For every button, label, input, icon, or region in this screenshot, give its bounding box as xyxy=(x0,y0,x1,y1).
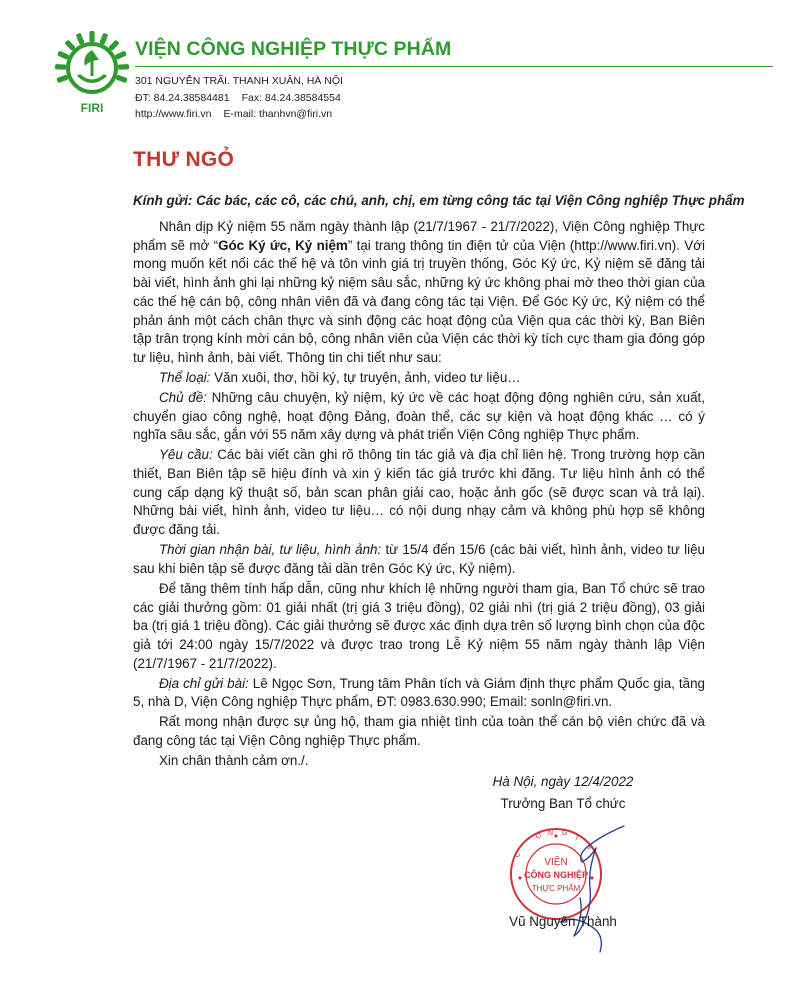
genre-label: Thể loại: xyxy=(159,369,211,385)
svg-text:Y: Y xyxy=(584,844,593,853)
signer-name: Vũ Nguyên Thành xyxy=(509,914,617,929)
time-paragraph: Thời gian nhận bài, tư liệu, hình ảnh: từ 15/4 đến 15/6 (các bài viết, hình ảnh, video tư liệu sau khi biên tập sẽ được đăng tải dần trên Góc Ký ức, Kỷ niệm). xyxy=(133,542,705,576)
letter-title: THƯ NGỎ xyxy=(133,148,235,171)
place-date: Hà Nội, ngày 12/4/2022 xyxy=(492,774,634,789)
org-fax: Fax: 84.24.38584554 xyxy=(241,92,341,104)
letter-body xyxy=(133,218,705,772)
topic-label: Chủ đề: xyxy=(159,389,207,405)
official-stamp-signature xyxy=(500,818,640,968)
org-phone: ĐT: 84.24.38584481 xyxy=(135,92,230,104)
firi-logo xyxy=(52,30,132,116)
org-name: VIỆN CÔNG NGHIỆP THỰC PHẨM xyxy=(135,38,452,60)
stamp-line-1: VIỆN xyxy=(544,857,568,868)
logo-text: FIRI xyxy=(80,101,104,115)
intro-paragraph: Nhân dịp Kỷ niệm 55 năm ngày thành lập (21/7/1967 - 21/7/2022), Viện Công nghiệp Thực phẩm sẽ mở “Góc Ký ức, Kỷ niệm” tại trang thông tin điện tử của Viện (http://www.firi.vn). Với mong muốn kết nối các thế hệ và tôn vinh giá trị truyền thống, Góc Ký ức, Kỷ niệm sẽ đăng tải bài viết, hình ảnh ghi lại những kỷ niệm sâu sắc, những ký ức không phai mờ theo thời gian của các thế hệ cán bộ, công nhân viên đã và đang công tác tại Viện. Để Góc Ký ức, Kỷ niệm có thể phản ánh một cách chân thực và sinh động các hoạt động của Viện qua các thời kỳ, Ban Biên tập trân trọng kính mời cán bộ, công nhân viên của Viện các thời kỳ tích cực tham gia đóng góp tư liệu, hình ảnh, bài viết. Thông tin chi tiết như sau: xyxy=(133,219,705,365)
prize-paragraph: Để tăng thêm tính hấp dẫn, cũng như khích lệ những người tham gia, Ban Tổ chức sẽ trao các giải thưởng gồm: 01 giải nhất (trị giá 3 triệu đồng), 02 giải nhì (trị giá 2 triệu đồng), 03 giải ba (trị giá 1 triệu đồng). Các giải thưởng sẽ được xác định dựa trên số lượng bình chọn của độc giả tới 24:00 ngày 15/7/2022 và được trao trong Lễ Kỷ niệm 55 năm ngày thành lập Viện (21/7/1967 - 21/7/2022). xyxy=(133,580,705,671)
svg-text:G: G xyxy=(562,830,568,837)
svg-text:T: T xyxy=(573,834,580,843)
salutation: Kính gửi: Các bác, các cô, các chú, anh, chị, em từng công tác tại Viện Công nghiệp Thực phẩm xyxy=(133,193,745,208)
svg-text:N: N xyxy=(548,830,554,837)
requirements-label: Yêu cầu: xyxy=(159,447,213,463)
org-phone-fax xyxy=(135,92,341,104)
header-divider xyxy=(135,66,773,67)
svg-text:C: C xyxy=(513,851,523,859)
requirements-paragraph: Yêu cầu: Các bài viết cần ghi rõ thông tin tác giả và địa chỉ liên hệ. Trong trường hợp cần thiết, Ban Biên tập sẽ hiệu đính và xin ý kiến tác giả trước khi đăng. Tư liệu hình ảnh có thể cung cấp dạng kỹ thuật số, bản scan phân giải cao, hoặc ảnh gốc (sẽ được scan và trả lại). Những bài viết, hình ảnh, video tư liệu… có nội dung nhạy cảm và không phù hợp sẽ không được đăng tải. xyxy=(133,447,705,538)
org-web-email xyxy=(135,108,332,120)
hope-paragraph: Rất mong nhận được sự ủng hộ, tham gia nhiệt tình của toàn thể cán bộ viên chức đã và đang công tác tại Viện Công nghiệp Thực phẩm. xyxy=(133,714,705,749)
org-email[interactable]: E-mail: thanhvn@firi.vn xyxy=(223,108,333,120)
org-address: 301 NGUYỄN TRÃI. THANH XUÂN, HÀ NỘI xyxy=(135,75,343,87)
genre-paragraph: Thể loại: Văn xuôi, thơ, hồi ký, tự truyện, ảnh, video tư liệu… xyxy=(159,369,521,385)
thanks-paragraph: Xin chân thành cảm ơn./. xyxy=(159,753,309,769)
stamp-line-3: THỰC PHẨM xyxy=(531,884,581,893)
signer-role: Trưởng Ban Tổ chức xyxy=(500,796,626,811)
stamp-line-2: CÔNG NGHIỆP xyxy=(523,870,589,880)
topic-paragraph: Chủ đề: Những câu chuyện, kỷ niệm, ký ức về các hoạt động động nghiên cứu, sản xuất, chuyển giao công nghệ, hoạt động Đảng, đoàn thể, các sự kiện và hoạt động khác … có ý nghĩa sâu sắc, gắn với 55 năm xây dựng và phát triển Viện Công nghiệp Thực phẩm. xyxy=(133,389,705,443)
address-paragraph: Địa chỉ gửi bài: Lê Ngọc Sơn, Trung tâm Phân tích và Giám định thực phẩm Quốc gia, tầng 5, nhà D, Viện Công nghiệp Thực phẩm, ĐT: 0983.630.990; Email: sonln@firi.vn. xyxy=(133,675,705,710)
org-website[interactable]: http://www.firi.vn xyxy=(135,108,212,120)
time-label: Thời gian nhận bài, tư liệu, hình ảnh: xyxy=(159,542,382,558)
address-label: Địa chỉ gửi bài: xyxy=(159,675,249,691)
svg-text:Ọ: Ọ xyxy=(534,832,543,841)
corner-name: Góc Ký ức, Kỷ niệm xyxy=(218,237,348,253)
